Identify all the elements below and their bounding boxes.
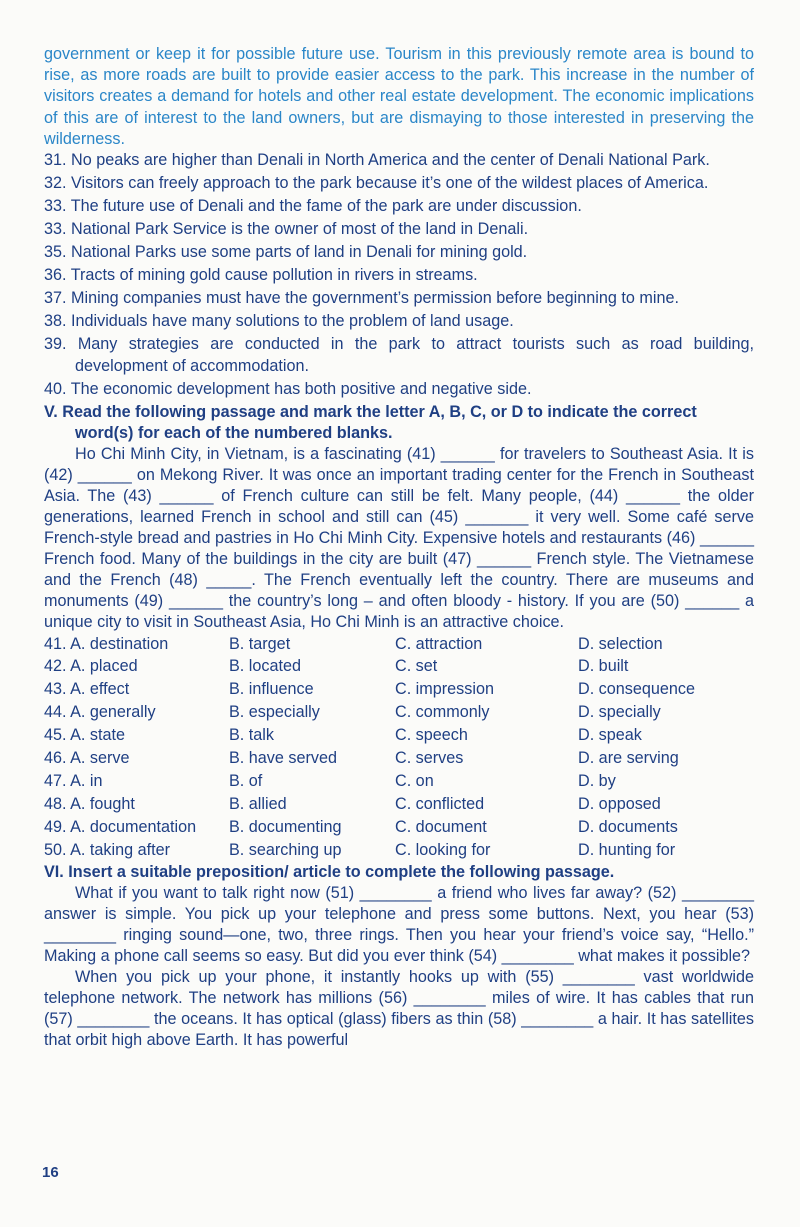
option-d: D. specially xyxy=(578,703,661,722)
option-c: C. impression xyxy=(395,680,494,699)
option-c: C. document xyxy=(395,817,487,836)
statement-item: 33. National Park Service is the owner of most of the land in Denali. xyxy=(44,220,529,239)
option-a: 42. A. placed xyxy=(44,657,138,676)
statement-item: 32. Visitors can freely approach to the park because it’s one of the wildest places of America. xyxy=(44,174,709,193)
option-a: 46. A. serve xyxy=(44,749,130,768)
option-a: 47. A. in xyxy=(44,771,103,790)
statement-item: 39. Many strategies are conducted in the park to attract tourists such as road building, development of accommodation. xyxy=(44,335,754,375)
intro-paragraph: government or keep it for possible future use. Tourism in this previously remote area is bound to rise, as more roads are built to provide easier access to the park. This increase in the number of visitors creates a demand for hotels and other real estate development. The economic implications of this are of interest to the land owners, but are dismaying to those interested in preserving the wilderness. xyxy=(44,45,754,148)
option-a: 48. A. fought xyxy=(44,794,135,813)
section-vi-paragraph-2: When you pick up your phone, it instantly hooks up with (55) ________ vast worldwide telephone network. The network has millions (56) ________ miles of wire. It has cables that run (57) ________ the oceans. It has optical (glass) fibers as thin (58) ________ a hair. It has satellites that orbit high above Earth. It has powerful xyxy=(44,967,754,1049)
option-d: D. built xyxy=(578,657,629,676)
option-b: B. have served xyxy=(229,749,337,768)
option-c: C. speech xyxy=(395,726,468,745)
option-c: C. on xyxy=(395,771,434,790)
section-vi-heading: VI. Insert a suitable preposition/ article to complete the following passage. xyxy=(44,862,615,881)
option-b: B. allied xyxy=(229,794,287,813)
section-v-heading: V. Read the following passage and mark the letter A, B, C, or D to indicate the correct word(s) for each of the numbered blanks. xyxy=(44,402,697,442)
option-c: C. serves xyxy=(395,749,464,768)
option-row xyxy=(44,770,754,793)
option-c: C. conflicted xyxy=(395,794,485,813)
statement-item: 37. Mining companies must have the government’s permission before beginning to mine. xyxy=(44,289,679,308)
option-c: C. looking for xyxy=(395,840,491,859)
option-a: 49. A. documentation xyxy=(44,817,197,836)
option-b: B. talk xyxy=(229,726,274,745)
option-row xyxy=(44,839,754,862)
option-a: 44. A. generally xyxy=(44,703,156,722)
statements-list xyxy=(44,150,754,400)
statement-item: 33. The future use of Denali and the fame of the park are under discussion. xyxy=(44,197,582,216)
option-d: D. consequence xyxy=(578,680,695,699)
option-row xyxy=(44,747,754,770)
option-row xyxy=(44,633,754,656)
statement-item: 40. The economic development has both positive and negative side. xyxy=(44,379,532,398)
section-vi-paragraph-1: What if you want to talk right now (51) ________ a friend who lives far away? (52) ________ answer is simple. You pick up your telephone and press some buttons. Next, you hear (53) ________ ringing sound—one, two, three rings. Then you hear your friend’s voice say, “Hello.” Making a phone call seems so easy. But did you ever think (54) ________ what makes it possible? xyxy=(44,883,754,965)
option-b: B. documenting xyxy=(229,817,342,836)
option-a: 41. A. destination xyxy=(44,634,169,653)
option-row xyxy=(44,724,754,747)
statement-item: 31. No peaks are higher than Denali in North America and the center of Denali National Park. xyxy=(44,151,710,170)
option-row xyxy=(44,816,754,839)
option-a: 43. A. effect xyxy=(44,680,130,699)
option-c: C. set xyxy=(395,657,438,676)
option-d: D. by xyxy=(578,771,616,790)
option-d: D. selection xyxy=(578,634,663,653)
option-d: D. opposed xyxy=(578,794,661,813)
page-number: 16 xyxy=(42,1164,59,1181)
option-row xyxy=(44,678,754,701)
option-c: C. attraction xyxy=(395,634,483,653)
option-d: D. hunting for xyxy=(578,840,676,859)
option-b: B. target xyxy=(229,634,291,653)
option-a: 45. A. state xyxy=(44,726,125,745)
option-d: D. documents xyxy=(578,817,678,836)
statement-item: 36. Tracts of mining gold cause pollution in rivers in streams. xyxy=(44,266,478,285)
option-row xyxy=(44,701,754,724)
option-row xyxy=(44,655,754,678)
option-b: B. of xyxy=(229,771,263,790)
page-content xyxy=(44,44,754,1051)
option-b: B. located xyxy=(229,657,301,676)
option-row xyxy=(44,793,754,816)
statement-item: 38. Individuals have many solutions to the problem of land usage. xyxy=(44,312,514,331)
statement-item: 35. National Parks use some parts of land in Denali for mining gold. xyxy=(44,243,528,262)
answer-options-table xyxy=(44,633,754,862)
option-a: 50. A. taking after xyxy=(44,840,170,859)
option-b: B. searching up xyxy=(229,840,342,859)
option-d: D. speak xyxy=(578,726,642,745)
option-d: D. are serving xyxy=(578,749,679,768)
option-b: B. especially xyxy=(229,703,320,722)
option-c: C. commonly xyxy=(395,703,490,722)
option-b: B. influence xyxy=(229,680,314,699)
section-v-passage: Ho Chi Minh City, in Vietnam, is a fascinating (41) ______ for travelers to Southeast Asia. It is (42) ______ on Mekong River. It was once an important trading center for the French in Southeast Asia. The (43) ______ of French culture can still be felt. Many people, (44) ______ the older generations, learned French in school and still can (45) _______ it very well. Some café serve French-style bread and pastries in Ho Chi Minh City. Expensive hotels and restaurants (46) ______ French food. Many of the buildings in the city are built (47) ______ French style. The Vietnamese and the French (48) _____. The French eventually left the country. There are museums and monuments (49) ______ the country’s long – and often bloody - history. If you are (50) ______ a unique city to visit in Southeast Asia, Ho Chi Minh is an attractive choice. xyxy=(44,444,754,631)
